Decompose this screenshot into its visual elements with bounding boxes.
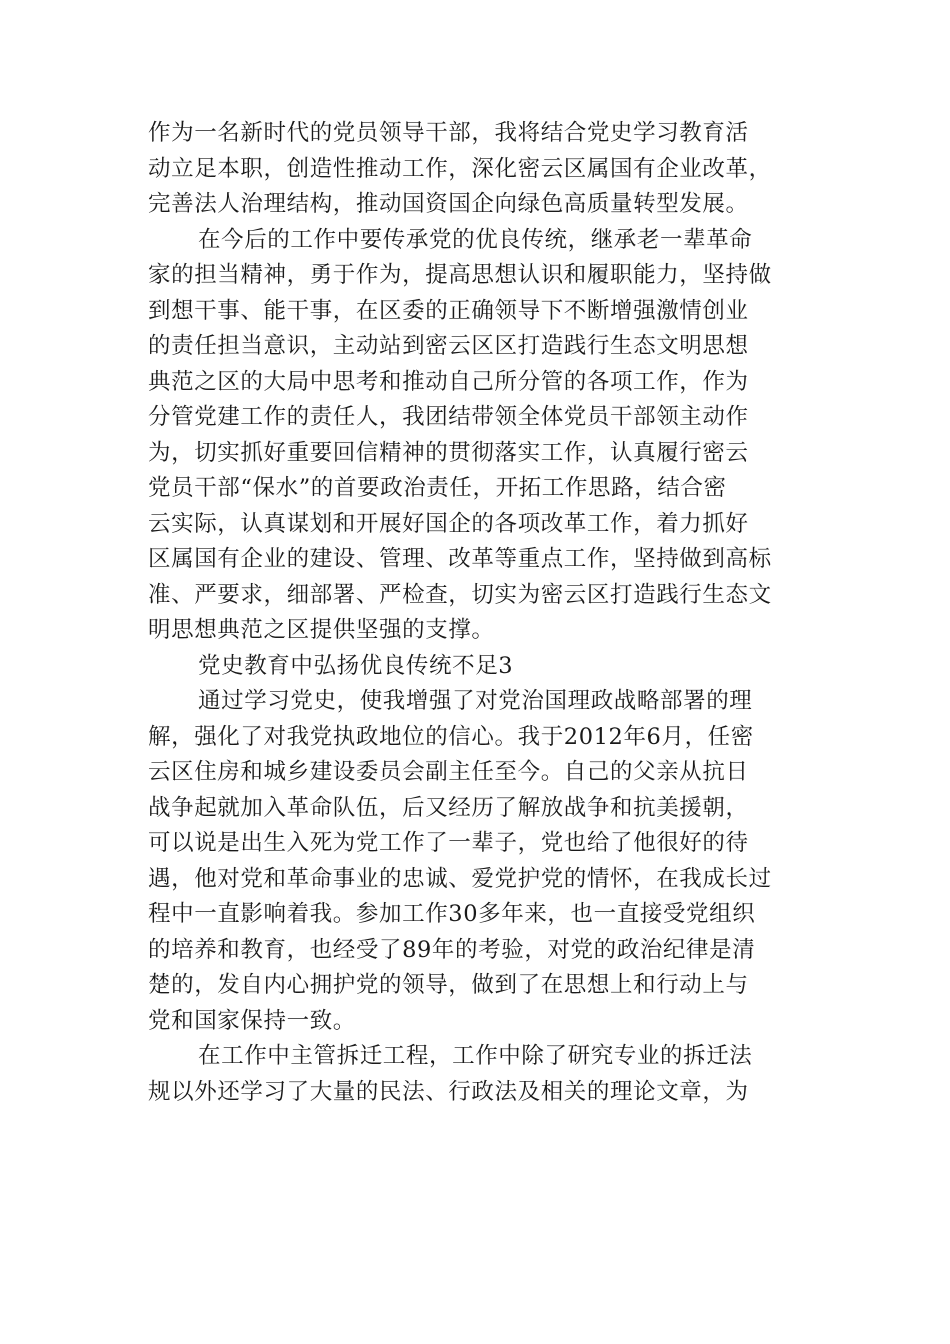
paragraph — [148, 684, 808, 1039]
text-line: 作为一名新时代的党员领导干部，我将结合党史学习教育活 — [148, 120, 749, 146]
section-heading — [148, 649, 808, 685]
text-line: 的培养和教育，也经受了89年的考验，对党的政治纪律是清 — [148, 936, 756, 963]
text-line: 到想干事、能干事，在区委的正确领导下不断增强激情创业 — [148, 297, 749, 324]
text-line: 在今后的工作中要传承党的优良传统，继承老一辈革命 — [198, 226, 753, 253]
text-line: 云区住房和城乡建设委员会副主任至今。自己的父亲从抗日 — [148, 759, 749, 785]
paragraph — [148, 1039, 808, 1110]
text-line: 遇，他对党和革命事业的忠诚、爱党护党的情怀，在我成长过 — [148, 865, 772, 892]
text-line: 可以说是出生入死为党工作了一辈子，党也给了他很好的待 — [148, 830, 749, 856]
text-line: 分管党建工作的责任人，我团结带领全体党员干部领主动作 — [148, 404, 749, 430]
text-line: 典范之区的大局中思考和推动自己所分管的各项工作，作为 — [148, 368, 749, 395]
text-line: 为，切实抓好重要回信精神的贯彻落实工作，认真履行密云 — [148, 439, 749, 466]
paragraph — [148, 116, 808, 223]
text-line: 动立足本职，创造性推动工作，深化密云区属国有企业改革， — [148, 155, 772, 182]
text-line: 明思想典范之区提供坚强的支撑。 — [148, 617, 495, 643]
text-line: 战争起就加入革命队伍，后又经历了解放战争和抗美援朝， — [148, 794, 749, 821]
paragraph — [148, 223, 808, 649]
document-body — [148, 116, 808, 1110]
text-line: 解，强化了对我党执政地位的信心。我于2012年6月，任密 — [148, 723, 754, 750]
text-line: 家的担当精神，勇于作为，提高思想认识和履职能力，坚持做 — [148, 262, 772, 288]
text-line: 在工作中主管拆迁工程，工作中除了研究专业的拆迁法 — [198, 1043, 753, 1069]
text-line: 党员干部“保水”的首要政治责任，开拓工作思路，结合密 — [148, 475, 727, 501]
text-line: 云实际，认真谋划和开展好国企的各项改革工作，着力抓好 — [148, 510, 749, 537]
text-line: 通过学习党史，使我增强了对党治国理政战略部署的理 — [198, 688, 753, 714]
text-line: 党和国家保持一致。 — [148, 1007, 356, 1034]
text-line: 楚的，发自内心拥护党的领导，做到了在思想上和行动上与 — [148, 972, 749, 998]
text-line: 区属国有企业的建设、管理、改革等重点工作，坚持做到高标 — [148, 546, 772, 572]
text-line: 完善法人治理结构，推动国资国企向绿色高质量转型发展。 — [148, 191, 749, 217]
text-line: 准、严要求，细部署、严检查，切实为密云区打造践行生态文 — [148, 581, 772, 608]
text-line: 规以外还学习了大量的民法、行政法及相关的理论文章，为 — [148, 1078, 749, 1105]
text-line: 程中一直影响着我。参加工作30多年来，也一直接受党组织 — [148, 901, 756, 927]
text-line: 的责任担当意识，主动站到密云区区打造践行生态文明思想 — [148, 333, 749, 359]
heading-line: 党史教育中弘扬优良传统不足3 — [198, 652, 514, 679]
